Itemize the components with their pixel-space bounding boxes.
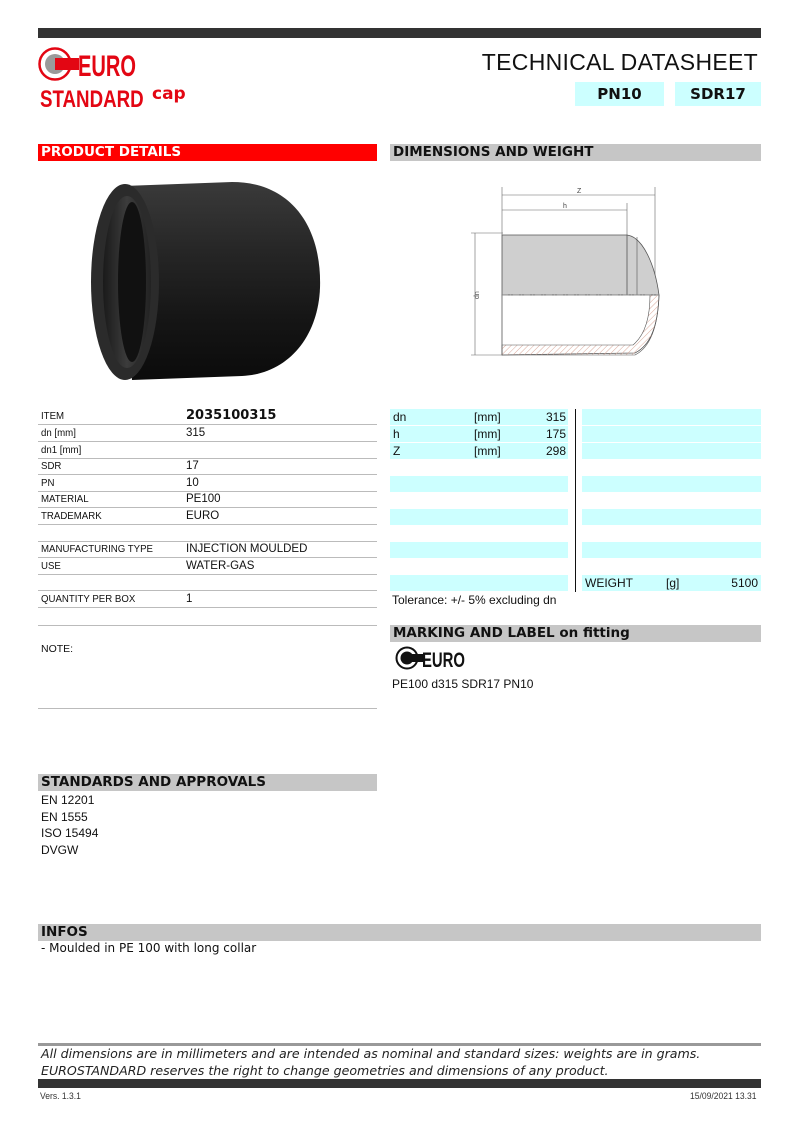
datetime-text: 15/09/2021 13.31 bbox=[690, 1091, 757, 1102]
bottom-bar bbox=[38, 1079, 761, 1088]
brand-logo bbox=[38, 46, 138, 82]
details-value: PE100 bbox=[186, 493, 221, 505]
details-row-use bbox=[38, 558, 377, 575]
dim-empty-cell bbox=[582, 443, 761, 459]
product-name: cap bbox=[152, 84, 186, 104]
details-label: dn1 [mm] bbox=[41, 444, 82, 456]
sdr-tag: SDR17 bbox=[675, 82, 761, 106]
standards-list bbox=[41, 792, 98, 858]
details-label: USE bbox=[41, 560, 61, 572]
euro-logo-mark bbox=[38, 46, 138, 82]
marking-text: PE100 d315 SDR17 PN10 bbox=[392, 677, 534, 691]
note-bottom-divider bbox=[38, 708, 377, 709]
dim-empty-cell bbox=[390, 575, 568, 591]
section-standards: STANDARDS AND APPROVALS bbox=[38, 774, 377, 791]
details-row-manufacturing bbox=[38, 541, 377, 558]
details-label: ITEM bbox=[41, 410, 65, 422]
brand-euro-text: EURO bbox=[78, 50, 136, 83]
dim-unit: [mm] bbox=[474, 444, 501, 458]
tolerance-text: Tolerance: +/- 5% excluding dn bbox=[392, 593, 557, 607]
dim-name: dn bbox=[393, 410, 407, 424]
dim-value: 315 bbox=[545, 410, 566, 424]
section-infos: INFOS bbox=[38, 924, 761, 941]
details-row-dn bbox=[38, 425, 377, 442]
details-label: dn [mm] bbox=[41, 427, 76, 439]
section-dimensions: DIMENSIONS AND WEIGHT bbox=[390, 144, 761, 161]
details-row-trademark bbox=[38, 508, 377, 525]
dim-z-label: Z bbox=[577, 188, 582, 195]
technical-drawing bbox=[455, 175, 665, 390]
dim-empty-cell bbox=[582, 426, 761, 442]
details-row-blank-2 bbox=[38, 574, 377, 591]
footer-disclaimer-1: All dimensions are in millimeters and are intended as nominal and standard sizes: weights are in grams. bbox=[41, 1046, 701, 1061]
details-value: INJECTION MOULDED bbox=[186, 543, 308, 555]
section-marking: MARKING AND LABEL on fitting bbox=[390, 625, 761, 642]
dim-row-h bbox=[390, 426, 568, 442]
dim-empty-cell bbox=[582, 542, 761, 558]
details-row-dn1 bbox=[38, 442, 377, 459]
top-bar bbox=[38, 28, 761, 38]
details-label: MATERIAL bbox=[41, 493, 89, 505]
details-label: MANUFACTURING TYPE bbox=[41, 543, 153, 555]
details-value: 315 bbox=[186, 427, 206, 439]
dim-name: h bbox=[393, 427, 400, 441]
weight-label: WEIGHT bbox=[585, 576, 633, 590]
details-row-quantity bbox=[38, 591, 377, 608]
details-row-material bbox=[38, 491, 377, 508]
details-row-item bbox=[38, 408, 377, 425]
standard-item: EN 12201 bbox=[41, 793, 95, 807]
dim-divider bbox=[575, 409, 576, 592]
dim-h-label: h bbox=[563, 203, 567, 210]
details-value: 17 bbox=[186, 460, 199, 472]
marking-logo bbox=[395, 646, 467, 670]
weight-value: 5100 bbox=[731, 576, 758, 590]
dim-value: 175 bbox=[545, 427, 566, 441]
marking-logo-text: EURO bbox=[422, 649, 465, 672]
details-label: QUANTITY PER BOX bbox=[41, 593, 136, 605]
footer-disclaimer-2: EUROSTANDARD reserves the right to change geometries and dimensions of any product. bbox=[41, 1063, 609, 1078]
dim-dn-label: dn bbox=[474, 291, 481, 299]
dim-unit: [mm] bbox=[474, 427, 501, 441]
details-value: 1 bbox=[186, 593, 193, 605]
details-row-pn bbox=[38, 475, 377, 492]
details-value: WATER-GAS bbox=[186, 560, 255, 572]
weight-unit: [g] bbox=[666, 576, 680, 590]
dim-name: Z bbox=[393, 444, 401, 458]
dim-empty-cell bbox=[390, 476, 568, 492]
details-value: EURO bbox=[186, 510, 220, 522]
details-label: SDR bbox=[41, 460, 62, 472]
dim-row-dn bbox=[390, 409, 568, 425]
page-title: TECHNICAL DATASHEET bbox=[481, 49, 758, 75]
product-image bbox=[82, 178, 332, 383]
details-row-blank bbox=[38, 525, 377, 542]
pn-tag: PN10 bbox=[575, 82, 664, 106]
brand-standard-text: STANDARD bbox=[40, 86, 144, 113]
dim-empty-cell bbox=[582, 409, 761, 425]
details-label: TRADEMARK bbox=[41, 510, 102, 522]
dim-empty-cell bbox=[390, 509, 568, 525]
weight-row bbox=[582, 575, 761, 591]
standard-item: ISO 15494 bbox=[41, 826, 99, 840]
note-divider bbox=[38, 625, 377, 626]
info-item: - Moulded in PE 100 with long collar bbox=[41, 941, 257, 955]
details-label: PN bbox=[41, 477, 55, 489]
standard-item: DVGW bbox=[41, 842, 79, 857]
dim-value: 298 bbox=[545, 444, 566, 458]
details-row-sdr bbox=[38, 458, 377, 475]
section-product-details: PRODUCT DETAILS bbox=[38, 144, 377, 161]
dim-row-z bbox=[390, 443, 568, 459]
dim-empty-cell bbox=[390, 542, 568, 558]
standard-item: EN 1555 bbox=[41, 809, 88, 824]
version-text: Vers. 1.3.1 bbox=[40, 1091, 81, 1102]
dim-unit: [mm] bbox=[474, 410, 501, 424]
dim-empty-cell bbox=[582, 476, 761, 492]
dim-empty-cell bbox=[582, 509, 761, 525]
details-value: 2035100315 bbox=[186, 408, 277, 423]
note-label: NOTE: bbox=[41, 643, 74, 655]
details-value: 10 bbox=[186, 477, 199, 489]
